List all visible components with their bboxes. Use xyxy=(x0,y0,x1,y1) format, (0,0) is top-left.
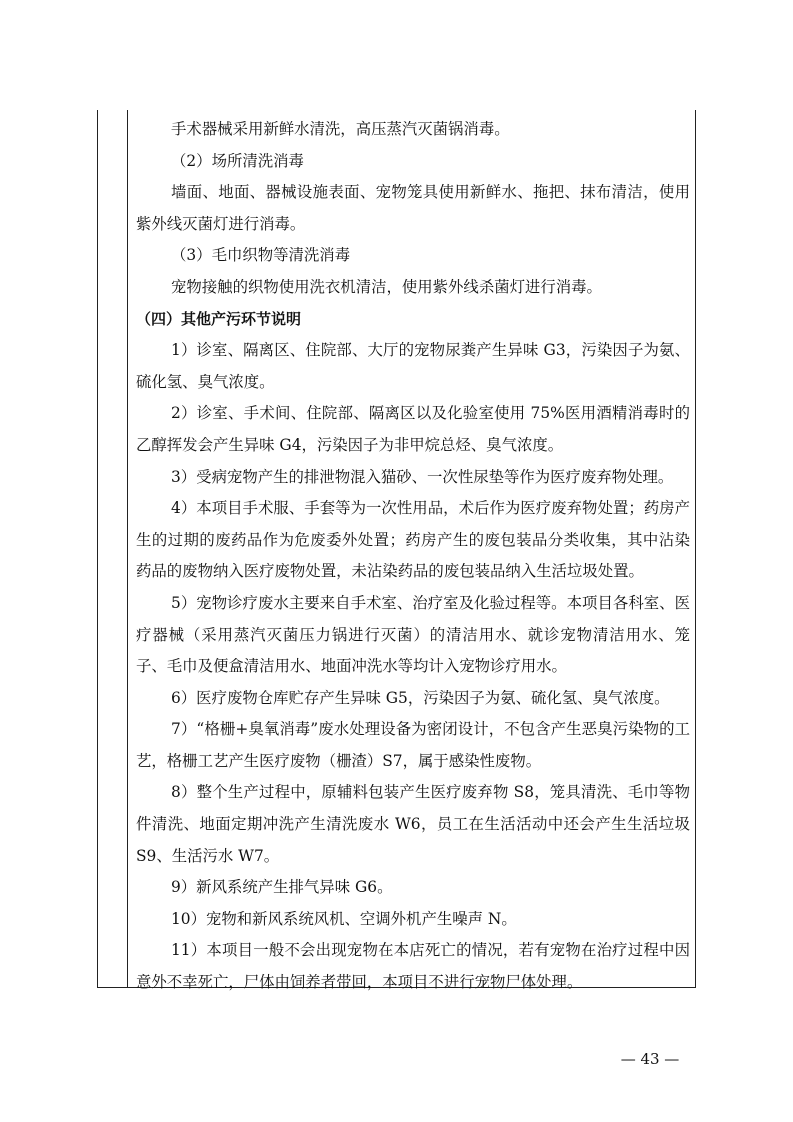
page-number: — 43 — xyxy=(620,1050,680,1068)
table-content-cell xyxy=(136,114,690,999)
list-item: 6）医疗废物仓库贮存产生异味 G5，污染因子为氨、硫化氢、臭气浓度。 xyxy=(171,688,670,707)
section-heading: （四）其他产污环节说明 xyxy=(136,309,302,328)
list-item: 9）新风系统产生排气异味 G6。 xyxy=(171,878,393,897)
list-item: 2）诊室、手术间、住院部、隔离区以及化验室使用 75%医用酒精消毒时的乙醇挥发会产生异味 G4，污染因子为非甲烷总烃、臭气浓度。 xyxy=(136,404,690,454)
list-item: 4）本项目手术服、手套等为一次性用品，术后作为医疗废弃物处置；药房产生的过期的废药品作为危废委外处置；药房产生的废包装品分类收集，其中沾染药品的废物纳入医疗废物处置，未沾染药品的废包装品纳入生活垃圾处置。 xyxy=(136,499,690,581)
list-item: 8）整个生产过程中，原辅料包装产生医疗废弃物 S8，笼具清洗、毛巾等物件清洗、地面定期冲洗产生清洗废水 W6，员工在生活活动中还会产生生活垃圾 S9、生活污水 W7。 xyxy=(136,783,690,865)
paragraph: 墙面、地面、器械设施表面、宠物笼具使用新鲜水、拖把、抹布清洁，使用紫外线灭菌灯进行消毒。 xyxy=(136,183,690,233)
subheading: （2）场所清洗消毒 xyxy=(171,151,304,170)
list-item: 3）受病宠物产生的排泄物混入猫砂、一次性尿垫等作为医疗废弃物处理。 xyxy=(171,467,674,486)
paragraph: 宠物接触的织物使用洗衣机清洁，使用紫外线杀菌灯进行消毒。 xyxy=(171,277,602,296)
list-item: 1）诊室、隔离区、住院部、大厅的宠物尿粪产生异味 G3，污染因子为氨、硫化氢、臭气浓度。 xyxy=(136,341,690,391)
list-item: 10）宠物和新风系统风机、空调外机产生噪声 N。 xyxy=(171,909,517,928)
paragraph: 手术器械采用新鲜水清洗，高压蒸汽灭菌锅消毒。 xyxy=(171,120,510,138)
subheading: （3）毛巾织物等清洗消毒 xyxy=(171,246,351,265)
list-item: 5）宠物诊疗废水主要来自手术室、治疗室及化验过程等。本项目各科室、医疗器械（采用蒸汽灭菌压力锅进行灭菌）的清洁用水、就诊宠物清洁用水、笼子、毛巾及便盒清洁用水、地面冲洗水等均计入宠物诊疗用水。 xyxy=(136,593,690,676)
list-item: 7）“格栅+臭氧消毒”废水处理设备为密闭设计，不包含产生恶臭污染物的工艺，格栅工艺产生医疗废物（栅渣）S7，属于感染性废物。 xyxy=(136,720,690,770)
list-item: 11）本项目一般不会出现宠物在本店死亡的情况，若有宠物在治疗过程中因意外不幸死亡，尸体由饲养者带回，本项目不进行宠物尸体处理。 xyxy=(136,941,690,992)
table-column-divider xyxy=(127,110,128,988)
